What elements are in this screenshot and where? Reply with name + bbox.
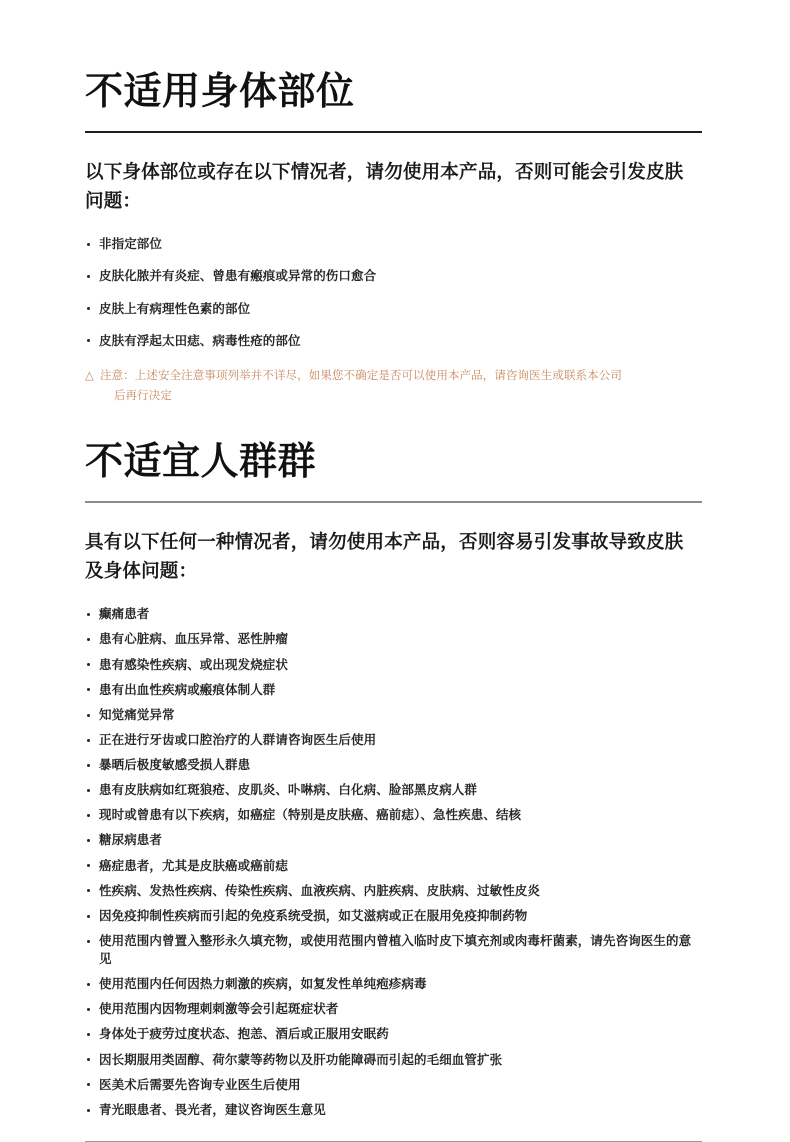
section-intro-text: 以下身体部位或存在以下情况者，请勿使用本产品，否则可能会引发皮肤问题： [85, 160, 684, 212]
warning-note-text [100, 366, 702, 406]
list-item: 暴晒后极度敏感受损人群患 [85, 756, 702, 774]
list-item: 青光眼患者、畏光者，建议咨询医生意见 [85, 1101, 702, 1119]
section-title-unsuitable-people: 不适宜人群群 [85, 441, 317, 484]
list-item: 因长期服用类固醇、荷尔蒙等药物以及肝功能障碍而引起的毛细血管扩张 [85, 1051, 702, 1069]
section-divider-dark [85, 131, 702, 133]
list-item: 使用范围内任何因热力刺激的疾病，如复发性单纯疱疹病毒 [85, 975, 702, 993]
list-item: 医美术后需要先咨询专业医生后使用 [85, 1076, 702, 1094]
page-title: 不适用身体部位 [85, 71, 355, 113]
section-divider-light [85, 501, 702, 503]
list-item: 患有心脏病、血压异常、恶性肿瘤 [85, 630, 702, 648]
list-item: 非指定部位 [85, 235, 702, 253]
list-item: 皮肤化脓并有炎症、曾患有瘢痕或异常的伤口愈合 [85, 267, 702, 285]
warning-note-line1: 注意：上述安全注意事项列举并不详尽，如果您不确定是否可以使用本产品，请咨询医生或联系本公司 [99, 369, 622, 382]
list-item: 性疾病、发热性疾病、传染性疾病、血液疾病、内脏疾病、皮肤病、过敏性皮炎 [85, 882, 702, 900]
list-item: 现时或曾患有以下疾病，如癌症（特别是皮肤癌、癌前痣）、急性疾患、结核 [85, 806, 702, 824]
list-item: 正在进行牙齿或口腔治疗的人群请咨询医生后使用 [85, 731, 702, 749]
list-item: 使用范围内因物理刺刺激等会引起斑症状者 [85, 1000, 702, 1018]
list-item: 患有感染性疾病、或出现发烧症状 [85, 656, 702, 674]
list-item: 癫痛患者 [85, 605, 702, 623]
list-item: 患有出血性疾病或瘢痕体制人群 [85, 681, 702, 699]
list-item: 使用范围内曾置入整形永久填充物，或使用范围内曾植入临时皮下填充剂或肉毒杆菌素，请先咨询医生的意见 [85, 932, 702, 968]
warning-triangle-icon: △ [85, 369, 94, 382]
section-unsuitable-body-parts [85, 70, 702, 406]
section-intro-text: 具有以下任何一种情况者，请勿使用本产品，否则容易引发事故导致皮肤及身体问题： [85, 530, 684, 582]
unsuitable-body-parts-list [85, 235, 702, 350]
list-item: 身体处于疲劳过度状态、抱恙、酒后或正服用安眠药 [85, 1025, 702, 1043]
unsuitable-people-list [85, 605, 702, 1119]
list-item: 皮肤上有病理性色素的部位 [85, 300, 702, 318]
list-item: 因免疫抑制性疾病而引起的免疫系统受损，如艾滋病或正在服用免疫抑制药物 [85, 907, 702, 925]
list-item: 患有皮肤病如红斑狼疮、皮肌炎、卟啉病、白化病、脸部黑皮病人群 [85, 781, 702, 799]
safety-warning-note [85, 366, 702, 406]
list-item: 皮肤有浮起太田痣、病毒性疮的部位 [85, 332, 702, 350]
list-item: 糖尿病患者 [85, 831, 702, 849]
list-item: 知觉痛觉异常 [85, 706, 702, 724]
section-unsuitable-people [85, 440, 702, 1142]
list-item: 癌症患者，尤其是皮肤癌或癌前痣 [85, 857, 702, 875]
warning-note-line2: 后再行决定 [113, 389, 172, 402]
